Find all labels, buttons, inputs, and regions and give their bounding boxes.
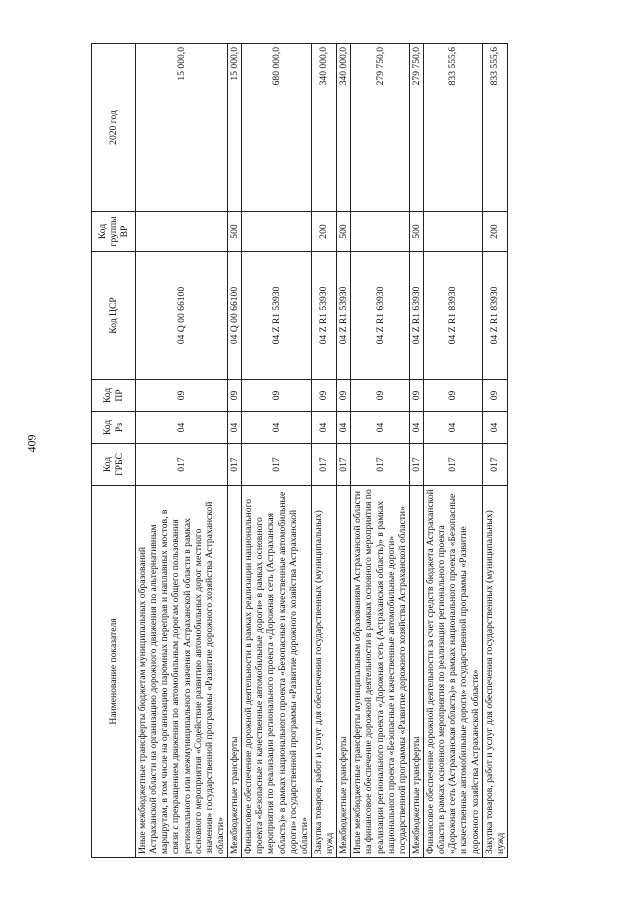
table-row bbox=[242, 44, 312, 858]
header-rz: Код Рз bbox=[92, 412, 136, 444]
row-csr: 04 Z R1 53930 bbox=[311, 252, 336, 380]
row-vr: 500 bbox=[409, 212, 423, 252]
row-grbs: 017 bbox=[409, 444, 423, 486]
row-pr: 09 bbox=[311, 380, 336, 412]
row-grbs: 017 bbox=[482, 444, 507, 486]
row-rz: 04 bbox=[482, 412, 507, 444]
row-rz: 04 bbox=[337, 412, 351, 444]
row-pr: 09 bbox=[482, 380, 507, 412]
row-grbs: 017 bbox=[424, 444, 483, 486]
table-row bbox=[311, 44, 336, 858]
row-value: 15 000,0 bbox=[228, 44, 242, 212]
row-value: 340 000,0 bbox=[337, 44, 351, 212]
row-grbs: 017 bbox=[242, 444, 312, 486]
row-vr: 500 bbox=[337, 212, 351, 252]
row-value: 833 555,6 bbox=[424, 44, 483, 212]
row-name: Межбюджетные трансферты bbox=[337, 486, 351, 858]
row-vr bbox=[424, 212, 483, 252]
row-csr: 04 Z R1 83930 bbox=[482, 252, 507, 380]
table-row bbox=[136, 44, 228, 858]
row-grbs: 017 bbox=[351, 444, 410, 486]
row-pr: 09 bbox=[351, 380, 410, 412]
row-name: Финансовое обеспечение дорожной деятельности за счет средств бюджета Астраханской области в рамках основного мероприятия по реализации регионального проекта «Дорожная сеть (Астраханская область)» в рамках национального проекта «Безопасные и качественные автомобильные дороги» государственной программы «Развитие дорожного хозяйства Астраханской области» bbox=[424, 486, 483, 858]
row-value: 279 750,0 bbox=[409, 44, 423, 212]
row-pr: 09 bbox=[409, 380, 423, 412]
row-value: 680 000,0 bbox=[242, 44, 312, 212]
header-vr: Код группы ВР bbox=[92, 212, 136, 252]
row-pr: 09 bbox=[136, 380, 228, 412]
row-vr bbox=[351, 212, 410, 252]
row-rz: 04 bbox=[409, 412, 423, 444]
row-name: Межбюджетные трансферты bbox=[409, 486, 423, 858]
row-value: 279 750,0 bbox=[351, 44, 410, 212]
budget-table bbox=[91, 43, 508, 858]
row-csr: 04 Z R1 63930 bbox=[409, 252, 423, 380]
row-rz: 04 bbox=[242, 412, 312, 444]
row-grbs: 017 bbox=[311, 444, 336, 486]
row-name: Закупка товаров, работ и услуг для обеспечения государственных (муниципальных) нужд bbox=[311, 486, 336, 858]
row-rz: 04 bbox=[228, 412, 242, 444]
row-name: Иные межбюджетные трансферты бюджетам муниципальных образований Астраханской области на организацию дорожного движения по альтернативным маршрутам, в том числе на организацию паромных переправ и наплавных мостов, в связи с прекращением движения по автомобильным дорогам общего пользования регионального или межмуниципального значения Астраханской области в рамках основного мероприятия «Содействие развитию автомобильных дорог местного значения» государственной программы «Развитие дорожного хозяйства Астраханской области» bbox=[136, 486, 228, 858]
rotated-page-content bbox=[91, 44, 556, 858]
header-pr: Код ПР bbox=[92, 380, 136, 412]
table-row bbox=[409, 44, 423, 858]
row-name: Финансовое обеспечение дорожной деятельности в рамках реализации национального проекта «Безопасные и качественные автомобильные дороги» в рамках основного мероприятия по реализации регионального проекта «Дорожная сеть (Астраханская область)» в рамках национального проекта «Безопасные и качественные автомобильные дороги» государственной программы «Развитие дорожного хозяйства Астраханской области» bbox=[242, 486, 312, 858]
row-vr bbox=[242, 212, 312, 252]
header-csr: Код ЦСР bbox=[92, 252, 136, 380]
row-csr: 04 Z R1 83930 bbox=[424, 252, 483, 380]
row-name: Межбюджетные трансферты bbox=[228, 486, 242, 858]
row-value: 833 555,6 bbox=[482, 44, 507, 212]
page-number: 409 bbox=[24, 434, 39, 453]
table-header-row bbox=[92, 44, 136, 858]
row-pr: 09 bbox=[228, 380, 242, 412]
row-pr: 09 bbox=[242, 380, 312, 412]
row-vr: 200 bbox=[311, 212, 336, 252]
table-row bbox=[351, 44, 410, 858]
row-rz: 04 bbox=[136, 412, 228, 444]
table-row bbox=[337, 44, 351, 858]
row-pr: 09 bbox=[424, 380, 483, 412]
row-value: 340 000,0 bbox=[311, 44, 336, 212]
row-grbs: 017 bbox=[228, 444, 242, 486]
table-row bbox=[424, 44, 483, 858]
row-csr: 04 Q 00 66100 bbox=[228, 252, 242, 380]
row-name: Иные межбюджетные трансферты муниципальным образованиям Астраханской области на финансовое обеспечение дорожной деятельности в рамках основного мероприятия по реализации регионального проекта «Дорожная сеть (Астраханская область)» в рамках национального проекта «Безопасные и качественные автомобильные дороги» государственной программы «Развитие дорожного хозяйства Астраханской области» bbox=[351, 486, 410, 858]
row-rz: 04 bbox=[311, 412, 336, 444]
row-grbs: 017 bbox=[136, 444, 228, 486]
table-row bbox=[482, 44, 507, 858]
row-csr: 04 Q 00 66100 bbox=[136, 252, 228, 380]
row-vr: 500 bbox=[228, 212, 242, 252]
row-pr: 09 bbox=[337, 380, 351, 412]
row-csr: 04 Z R1 63930 bbox=[351, 252, 410, 380]
table-row bbox=[228, 44, 242, 858]
row-csr: 04 Z R1 53930 bbox=[242, 252, 312, 380]
row-csr: 04 Z R1 53930 bbox=[337, 252, 351, 380]
row-vr: 200 bbox=[482, 212, 507, 252]
row-name: Закупка товаров, работ и услуг для обеспечения государственных (муниципальных) нужд bbox=[482, 486, 507, 858]
row-rz: 04 bbox=[424, 412, 483, 444]
table-body bbox=[136, 44, 508, 858]
header-year: 2020 год bbox=[92, 44, 136, 212]
header-grbs: Код ГРБС bbox=[92, 444, 136, 486]
row-grbs: 017 bbox=[337, 444, 351, 486]
row-value: 15 000,0 bbox=[136, 44, 228, 212]
row-rz: 04 bbox=[351, 412, 410, 444]
row-vr bbox=[136, 212, 228, 252]
header-name: Наименование показателя bbox=[92, 486, 136, 858]
rotated-table-area bbox=[91, 44, 556, 858]
